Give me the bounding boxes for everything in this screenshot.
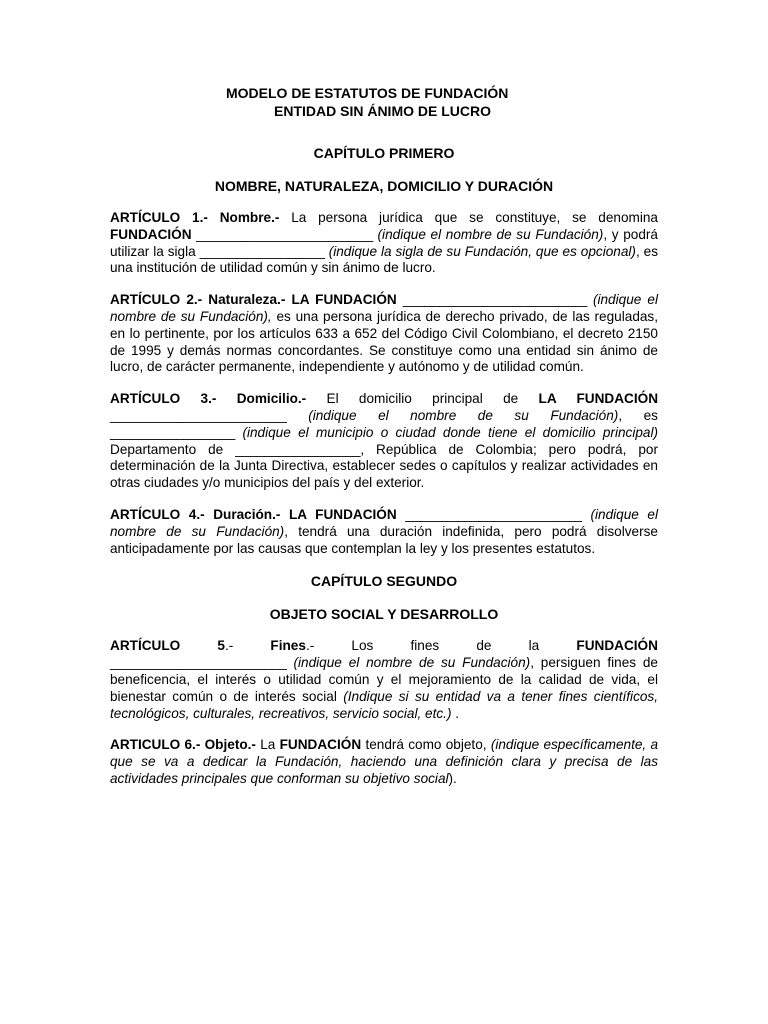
chapter2-subheading: OBJETO SOCIAL Y DESARROLLO	[269, 606, 499, 623]
document-title-line1: MODELO DE ESTATUTOS DE FUNDACIÓN	[226, 85, 509, 101]
document-title-line2: ENTIDAD SIN ÁNIMO DE LUCRO	[274, 103, 491, 119]
article-4-label: ARTÍCULO 4.- Duración.- LA FUNDACIÓN	[110, 506, 397, 522]
article-6-label: ARTICULO 6.- Objeto.-	[110, 737, 256, 753]
article-2: ARTÍCULO 2.- Naturaleza.- LA FUNDACIÓN _________________________ (indique el nombre de su Fundación), es una persona jurídica de derecho privado, de las reguladas, en lo pertinente, por los artículos 633 a 652 del Código Civil Colombiano, el decreto 2150 de 1995 y demás normas concordantes. Se constituye como una entidad sin ánimo de lucro, de carácter permanente, independiente y autónomo y de utilidad común.	[110, 292, 659, 375]
article-5: ARTÍCULO 5.- Fines.- Los fines de la FUNDACIÓN ________________________ (indique el nombre de su Fundación), persiguen fines de beneficencia, el interés o utilidad común y el mejoramiento de la calidad de vida, el bienestar común o de interés social (Indique si su entidad va a tener fines científicos, tecnológicos, culturales, recreativos, servicio social, etc.) .	[110, 638, 659, 721]
article-3-label: ARTÍCULO 3.- Domicilio.-	[110, 391, 307, 407]
chapter1-subheading: NOMBRE, NATURALEZA, DOMICILIO Y DURACIÓN	[214, 178, 554, 194]
article-4: ARTÍCULO 4.- Duración.- LA FUNDACIÓN ________________________ (indique el nombre de su Fundación), tendrá una duración indefinida, pero podrá disolverse anticipadamente por las causas que contemplan la ley y los presentes estatutos.	[110, 506, 658, 556]
article-3: ARTÍCULO 3.- Domicilio.- El domicilio principal de LA FUNDACIÓN ________________________ (indique el nombre de su Fundación), es _________________ (indique el municipio o ciudad donde tiene el domicilio principal) Departamento de _________________, República de Colombia; pero podrá, por determinación de la Junta Directiva, establecer sedes o capítulos y realizar actividades en otras ciudades y/o municipios del país y del exterior.	[110, 391, 659, 491]
article-5-first-line: ARTÍCULO 5.- Fines.- Los fines de la FUNDACIÓN	[110, 638, 658, 654]
chapter2-heading: CAPÍTULO SEGUNDO	[310, 573, 458, 590]
article-6: ARTICULO 6.- Objeto.- La FUNDACIÓN tendrá como objeto, (indique específicamente, a que se va a dedicar la Fundación, haciendo una definición clara y precisa de las actividades principales que conforman su objetivo social).	[110, 737, 659, 786]
chapter1-heading: CAPÍTULO PRIMERO	[313, 145, 455, 161]
article-1-label: ARTÍCULO 1.- Nombre.-	[110, 210, 280, 225]
article-2-label: ARTÍCULO 2.- Naturaleza.- LA FUNDACIÓN	[110, 292, 397, 308]
article-1: ARTÍCULO 1.- Nombre.- La persona jurídica que se constituye, se denomina FUNDACIÓN ________________________ (indique el nombre de su Fundación), y podrá utilizar la sigla _________________ (indique la sigla de su Fundación, que es opcional), es una institución de utilidad común y sin ánimo de lucro.	[110, 210, 659, 276]
document-page	[110, 84, 658, 788]
